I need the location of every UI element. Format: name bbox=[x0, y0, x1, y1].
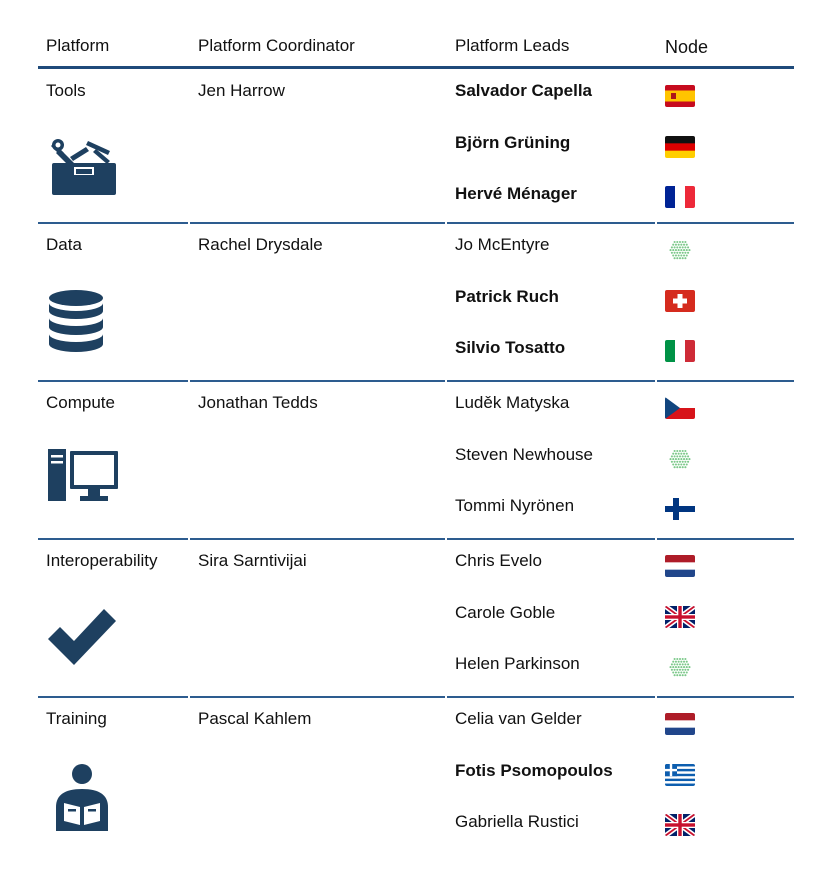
row-separator bbox=[657, 538, 794, 540]
platform-lead: Chris Evelo bbox=[455, 551, 542, 570]
switzerland-flag-icon bbox=[665, 290, 695, 312]
header-coordinator: Platform Coordinator bbox=[198, 36, 355, 55]
platform-coordinator: Sira Sarntivijai bbox=[198, 551, 307, 570]
platform-coordinator: Jonathan Tedds bbox=[198, 393, 318, 412]
platform-lead: Luděk Matyska bbox=[455, 393, 570, 412]
platform-name: Data bbox=[46, 235, 82, 254]
platform-lead: Steven Newhouse bbox=[455, 445, 593, 464]
row-separator bbox=[447, 696, 655, 698]
platform-lead: Patrick Ruch bbox=[455, 287, 559, 306]
platform-coordinator: Rachel Drysdale bbox=[198, 235, 323, 254]
platform-lead: Celia van Gelder bbox=[455, 709, 582, 728]
row-separator bbox=[38, 538, 188, 540]
platform-lead: Fotis Psomopoulos bbox=[455, 761, 613, 780]
row-separator bbox=[447, 380, 655, 382]
checkmark-icon bbox=[46, 605, 118, 674]
netherlands-flag-icon bbox=[665, 713, 695, 735]
germany-flag-icon bbox=[665, 136, 695, 158]
row-separator bbox=[190, 222, 445, 224]
row-separator bbox=[657, 222, 794, 224]
row-separator bbox=[447, 538, 655, 540]
row-separator bbox=[190, 538, 445, 540]
finland-flag-icon bbox=[665, 498, 695, 520]
row-separator bbox=[657, 380, 794, 382]
platform-name: Compute bbox=[46, 393, 115, 412]
platform-lead: Helen Parkinson bbox=[455, 654, 580, 673]
row-separator bbox=[38, 696, 188, 698]
platform-name: Training bbox=[46, 709, 107, 728]
platform-lead: Carole Goble bbox=[455, 603, 556, 622]
row-separator bbox=[657, 696, 794, 698]
database-icon bbox=[46, 289, 106, 360]
platform-coordinator: Jen Harrow bbox=[198, 81, 285, 100]
spain-flag-icon bbox=[665, 85, 695, 107]
uk-flag-icon bbox=[665, 606, 695, 628]
platform-lead: Jo McEntyre bbox=[455, 235, 550, 254]
platform-lead: Hervé Ménager bbox=[455, 184, 577, 203]
embl-hexagon-icon bbox=[665, 239, 695, 261]
row-separator bbox=[190, 696, 445, 698]
embl-hexagon-icon bbox=[665, 448, 695, 470]
header-platform: Platform bbox=[46, 36, 110, 55]
platform-lead: Björn Grüning bbox=[455, 133, 571, 152]
reader-icon bbox=[46, 763, 118, 840]
row-separator bbox=[190, 380, 445, 382]
uk-flag-icon bbox=[665, 814, 695, 836]
platform-name: Interoperability bbox=[46, 551, 158, 570]
header-leads: Platform Leads bbox=[455, 36, 570, 55]
italy-flag-icon bbox=[665, 340, 695, 362]
platform-lead: Silvio Tosatto bbox=[455, 338, 566, 357]
platform-coordinator: Pascal Kahlem bbox=[198, 709, 312, 728]
platform-lead: Gabriella Rustici bbox=[455, 812, 579, 831]
computer-icon bbox=[46, 447, 120, 512]
header-rule bbox=[38, 66, 794, 69]
platform-lead: Salvador Capella bbox=[455, 81, 593, 100]
header-node: Node bbox=[665, 37, 709, 57]
embl-hexagon-icon bbox=[665, 656, 695, 678]
row-separator bbox=[38, 380, 188, 382]
netherlands-flag-icon bbox=[665, 555, 695, 577]
row-separator bbox=[38, 222, 188, 224]
platform-name: Tools bbox=[46, 81, 86, 100]
toolbox-icon bbox=[46, 135, 122, 204]
platform-lead: Tommi Nyrönen bbox=[455, 496, 575, 515]
france-flag-icon bbox=[665, 186, 695, 208]
greece-flag-icon bbox=[665, 764, 695, 786]
czech-flag-icon bbox=[665, 397, 695, 419]
row-separator bbox=[447, 222, 655, 224]
